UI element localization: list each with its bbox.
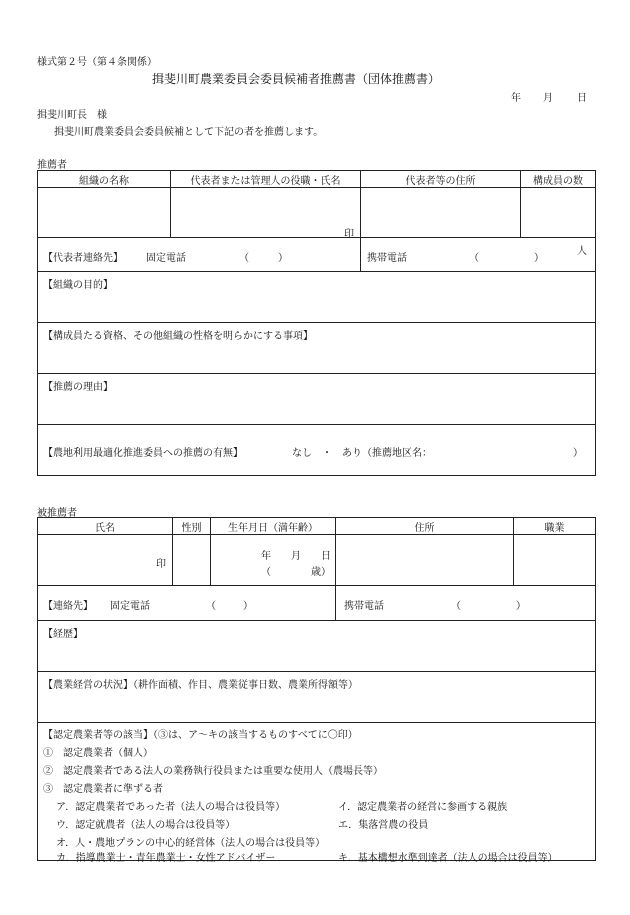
nominee-mobile-paren-close: ） [516,601,526,612]
qualification-field[interactable] [38,323,596,374]
nominee-gender-field[interactable] [173,535,211,586]
certified-item-ki[interactable]: キ．基本構想水準到達者（法人の場合は役員等） [338,853,558,864]
nominee-landline-paren-open: （ [206,601,216,612]
birth-ymd: 年 月 日 [261,551,331,562]
page-title: 揖斐川町農業委員会委員候補者推薦書（団体推薦書） [152,72,441,86]
certified-item-e[interactable]: エ．集落営農の役員 [338,820,429,831]
mobile-label: 携帯電話 [367,253,407,264]
col-org-name: 組織の名称 [38,171,171,188]
birth-age: （ 歳） [261,567,331,578]
addressee: 揖斐川町長 様 [37,110,107,121]
recommender-table [37,170,596,476]
col-birthdate: 生年月日（満年齢） [211,518,336,535]
mobile-paren-close: ） [534,253,544,264]
col-rep-address: 代表者等の住所 [361,171,521,188]
career-label: 【経歴】 [43,629,83,640]
optimization-options: なし ・ あり（推薦地区名： [292,448,432,459]
purpose-field[interactable] [38,272,596,323]
certified-item-u[interactable]: ウ．認定就農者（法人の場合は役員等） [56,820,236,831]
nominee-section-label: 被推薦者 [37,508,77,519]
rep-contact-label: 【代表者連絡先】 [43,253,123,264]
rep-contact-mobile[interactable] [361,238,596,272]
purpose-label: 【組織の目的】 [43,280,113,291]
career-field[interactable] [38,621,596,672]
recommender-section-label: 推薦者 [37,160,67,171]
col-occupation: 職業 [514,518,596,535]
optimization-close: ） [573,448,583,459]
nominee-mobile-label: 携帯電話 [344,601,384,612]
date-year: 年 [511,93,521,104]
nominee-mobile-paren-open: （ [451,601,461,612]
nominee-contact-mobile[interactable] [336,586,596,621]
nominee-contact-label: 【連絡先】 [43,601,93,612]
certified-field[interactable] [38,723,596,864]
qualification-label: 【構成員たる資格、その他組織の性格を明らかにする事項】 [43,331,313,342]
nominee-birthdate-field[interactable] [211,535,336,586]
seal-mark: 印 [344,229,354,240]
form-number: 様式第２号（第４条関係） [37,57,157,68]
certified-item-ka[interactable]: カ．指導農業士・青年農業士・女性アドバイザー [56,853,276,864]
nominee-contact-landline[interactable] [38,586,336,621]
col-member-count: 構成員の数 [521,171,596,188]
nominee-occupation-field[interactable] [514,535,596,586]
date-month: 月 [543,93,553,104]
nominee-landline-label: 固定電話 [110,601,150,612]
certified-item-1[interactable]: ① 認定農業者（個人） [43,748,153,759]
nominee-seal-mark: 印 [156,559,166,570]
date-day: 日 [577,93,587,104]
nominee-table [37,517,596,864]
landline-label: 固定電話 [146,253,186,264]
col-name: 氏名 [38,518,173,535]
reason-label: 【推薦の理由】 [43,382,113,393]
certified-item-3[interactable]: ③ 認定農業者に準ずる者 [43,784,163,795]
optimization-field[interactable] [38,425,596,476]
farming-field[interactable] [38,672,596,723]
nominee-address-field[interactable] [336,535,514,586]
nominee-name-field[interactable] [38,535,173,586]
certified-item-i[interactable]: イ．認定農業者の経営に参画する親族 [338,802,508,813]
rep-address-field[interactable] [361,188,521,238]
col-rep-title-name: 代表者または管理人の役職・氏名 [171,171,361,188]
landline-paren-open: （ [239,253,249,264]
rep-name-field[interactable] [171,188,361,238]
col-gender: 性別 [173,518,211,535]
member-unit: 人 [577,246,587,257]
certified-item-2[interactable]: ② 認定農業者である法人の業務執行役員または重要な使用人（農場長等） [43,766,383,777]
reason-field[interactable] [38,374,596,425]
certified-item-a[interactable]: ア．認定農業者であった者（法人の場合は役員等） [56,802,286,813]
nominee-landline-paren-close: ） [243,601,253,612]
member-count-field[interactable] [521,188,596,257]
intro-text: 揖斐川町農業委員会委員候補として下記の者を推薦します。 [54,127,324,138]
rep-contact-landline[interactable] [38,238,361,272]
optimization-label: 【農地利用最適化推進委員への推薦の有無】 [43,448,243,459]
col-address: 住所 [336,518,514,535]
farming-label: 【農業経営の状況】（耕作面積、作目、農業従事日数、農業所得額等） [43,680,358,691]
org-name-field[interactable] [38,188,171,238]
mobile-paren-open: （ [469,253,479,264]
certified-item-o[interactable]: オ．人・農地プランの中心的経営体（法人の場合は役員等） [56,838,326,849]
certified-label: 【認定農業者等の該当】（③は、ア～キの該当するものすべてに〇印） [43,730,358,741]
landline-paren-close: ） [278,253,288,264]
